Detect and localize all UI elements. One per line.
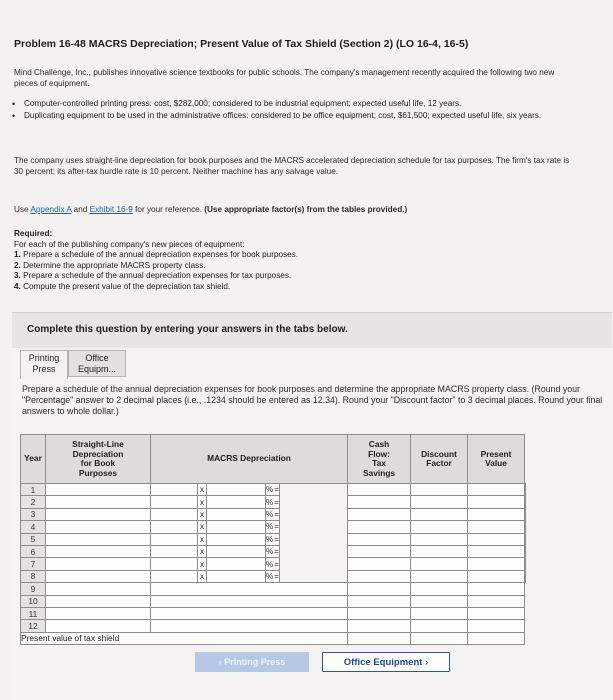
required-list — [14, 250, 298, 292]
required-item — [14, 250, 298, 261]
macrs-blank-cell — [151, 583, 348, 595]
present-value-input[interactable] — [525, 558, 526, 570]
macrs-basis-input[interactable] — [151, 533, 198, 545]
straight-line-input[interactable] — [46, 484, 151, 496]
discount-factor-input[interactable] — [468, 558, 525, 570]
reference-paragraph — [14, 205, 574, 216]
macrs-amount-input[interactable] — [348, 496, 411, 508]
answer-banner-text: Complete this question by entering your answers in the tabs below. — [27, 324, 348, 335]
cash-flow-input[interactable] — [411, 508, 468, 520]
macrs-basis-input[interactable] — [151, 508, 198, 520]
depreciation-table — [20, 434, 526, 645]
present-value-tax-shield-label: Present value of tax shield — [21, 632, 348, 644]
multiply-symbol: x — [198, 484, 207, 496]
macrs-basis-input[interactable] — [151, 558, 198, 570]
exhibit-16-9-link[interactable]: Exhibit 16-9 — [89, 205, 133, 214]
header-line: Value — [485, 458, 507, 468]
equals-symbol: = — [274, 509, 279, 519]
macrs-basis-input[interactable] — [151, 484, 198, 496]
next-tab-button[interactable] — [322, 652, 450, 672]
header-straight-line — [46, 435, 151, 484]
cash-flow-input[interactable] — [348, 620, 411, 632]
answer-banner — [12, 312, 612, 349]
equals-symbol: = — [274, 571, 279, 581]
macrs-rate-input[interactable] — [207, 484, 266, 496]
table-row — [21, 558, 526, 570]
straight-line-input[interactable] — [46, 570, 151, 582]
cash-flow-input[interactable] — [411, 558, 468, 570]
macrs-rate-input[interactable] — [207, 496, 266, 508]
table-row — [21, 521, 526, 533]
present-value-input[interactable] — [525, 570, 526, 582]
header-line: Cash — [368, 439, 390, 449]
straight-line-input[interactable] — [46, 620, 151, 632]
total-present-value-input[interactable] — [468, 632, 525, 644]
cash-flow-input[interactable] — [411, 496, 468, 508]
percent-symbol: %= — [266, 534, 279, 544]
tab-label-line: Printing — [28, 353, 60, 363]
header-discount-factor — [411, 435, 468, 484]
footer-blank-cell — [411, 632, 468, 644]
required-heading: Required: — [14, 229, 53, 238]
percent-symbol: %= — [266, 571, 279, 581]
table-row — [21, 620, 526, 632]
equals-symbol: = — [274, 497, 279, 507]
required-item-text: Determine the appropriate MACRS property class. — [20, 260, 206, 270]
present-value-input[interactable] — [468, 620, 525, 632]
table-footer-row — [21, 632, 526, 644]
present-value-input[interactable] — [525, 521, 526, 533]
discount-factor-input[interactable] — [468, 484, 525, 496]
reference-prefix: Use — [14, 205, 31, 214]
footer-blank-cell — [348, 632, 411, 644]
straight-line-input[interactable] — [46, 595, 151, 607]
table-body — [21, 484, 526, 645]
macrs-amount-input[interactable] — [348, 521, 411, 533]
cash-flow-input[interactable] — [411, 521, 468, 533]
macrs-basis-input[interactable] — [151, 496, 198, 508]
macrs-basis-input[interactable] — [151, 570, 198, 582]
header-present-value — [468, 435, 525, 484]
chevron-right-icon: › — [425, 657, 429, 668]
header-line: Factor — [426, 458, 452, 468]
cash-flow-input[interactable] — [411, 533, 468, 545]
year-cell: 7 — [21, 558, 46, 570]
macrs-rate-input[interactable] — [207, 545, 266, 557]
next-tab-label: Office Equipment — [343, 657, 423, 668]
multiply-symbol: x — [198, 496, 207, 508]
macrs-amount-input[interactable] — [348, 558, 411, 570]
required-item-text: Prepare a schedule of the annual depreciation expenses for tax purposes. — [20, 271, 292, 280]
percent-symbol: %= — [266, 547, 279, 557]
straight-line-input[interactable] — [46, 545, 151, 557]
percent-symbol: %= — [266, 485, 279, 495]
present-value-input[interactable] — [525, 484, 526, 496]
tab-label-line: Equipm... — [77, 364, 117, 374]
macrs-blank-cell — [151, 620, 348, 632]
cash-flow-input[interactable] — [348, 583, 411, 595]
multiply-symbol: x — [198, 545, 207, 557]
year-cell: 1 — [21, 484, 46, 496]
straight-line-input[interactable] — [46, 496, 151, 508]
table-row — [21, 484, 526, 496]
tab-instructions: Prepare a schedule of the annual depreciation expenses for book purposes and determine the appropriate MACRS property class. (Round your "Percentage" answer to 2 decimal places (i.e., .1234 should be entered as 12.34). Round your "Discount factor" to 3 decimal places. Round your final answers to whole dollar.) — [22, 384, 603, 416]
cash-flow-input[interactable] — [348, 607, 411, 619]
table-row — [21, 508, 526, 520]
year-cell: 9 — [21, 583, 46, 595]
required-lead: For each of the publishing company's new pieces of equipment: — [14, 239, 245, 249]
reference-and: and — [71, 205, 90, 214]
tab-printing-press[interactable] — [20, 350, 68, 379]
macrs-rate-input[interactable] — [207, 558, 266, 570]
header-line: Straight-Line — [72, 439, 124, 449]
present-value-input[interactable] — [468, 607, 525, 619]
header-line: Present — [480, 448, 512, 459]
table-row — [21, 595, 526, 607]
macrs-rate-input[interactable] — [207, 533, 266, 545]
straight-line-input[interactable] — [46, 533, 151, 545]
equipment-item-text: Computer-controlled printing press: cost, $282,000; considered to be industrial equipment; expected useful life, 12 years. — [24, 99, 462, 108]
table-row — [21, 583, 526, 595]
equals-symbol: = — [274, 534, 279, 544]
year-cell: 4 — [21, 521, 46, 533]
tab-label-line: Press — [32, 364, 56, 374]
year-cell: 5 — [21, 533, 46, 545]
header-line: Savings — [362, 467, 396, 478]
percent-symbol: %= — [266, 559, 279, 569]
present-value-input[interactable] — [468, 595, 525, 607]
policy-paragraph: The company uses straight-line depreciation for book purposes and the MACRS accelerated depreciation schedule for tax purposes. The firm's tax rate is 30 percent; its after-tax hurdle rate is 10 percent. Neither machine has any salvage value. — [14, 156, 570, 176]
discount-factor-input[interactable] — [468, 545, 525, 557]
tab-label-line: Office — [85, 353, 109, 363]
table-row — [21, 545, 526, 557]
chevron-left-icon: ‹ — [218, 657, 222, 667]
table-row — [21, 533, 526, 545]
equipment-item-text: Duplicating equipment to be used in the administrative offices: considered to be office equipment; cost, $61,500; expected useful life, six years. — [24, 110, 542, 120]
macrs-blank-cell — [151, 607, 348, 619]
equipment-item-duplicating — [10, 111, 570, 122]
cash-flow-input[interactable] — [411, 484, 468, 496]
discount-factor-input[interactable] — [411, 607, 468, 619]
required-item-number: 2. — [14, 260, 21, 270]
cash-flow-input[interactable] — [411, 545, 468, 557]
macrs-amount-input[interactable] — [348, 508, 411, 520]
present-value-input[interactable] — [468, 583, 525, 595]
year-cell: 2 — [21, 496, 46, 508]
reference-middle: for your reference. — [132, 205, 205, 214]
macrs-rate-input[interactable] — [207, 570, 266, 582]
multiply-symbol: x — [198, 570, 207, 582]
straight-line-input[interactable] — [46, 607, 151, 619]
discount-factor-input[interactable] — [468, 570, 525, 582]
multiply-symbol: x — [198, 558, 207, 570]
discount-factor-input[interactable] — [468, 533, 525, 545]
macrs-amount-input[interactable] — [348, 533, 411, 545]
required-item — [14, 282, 298, 293]
macrs-amount-input[interactable] — [348, 570, 411, 582]
discount-factor-input[interactable] — [468, 496, 525, 508]
straight-line-input[interactable] — [46, 583, 151, 595]
macrs-rate-input[interactable] — [207, 521, 266, 533]
macrs-amount-input[interactable] — [348, 484, 411, 496]
cash-flow-input[interactable] — [348, 595, 411, 607]
percent-symbol: %= — [266, 522, 279, 532]
discount-factor-input[interactable] — [468, 508, 525, 520]
table-row — [21, 607, 526, 619]
header-line: Depreciation — [72, 448, 124, 459]
multiply-symbol: x — [198, 508, 207, 520]
appendix-a-link[interactable]: Appendix A — [30, 205, 72, 214]
header-line: for Book — [80, 458, 116, 468]
present-value-input[interactable] — [525, 496, 526, 508]
equals-symbol: = — [274, 522, 279, 532]
percent-symbol: %= — [266, 509, 279, 519]
header-line: Discount — [421, 448, 457, 459]
year-cell: 6 — [21, 545, 46, 557]
tab-office-equipment[interactable] — [68, 350, 126, 377]
macrs-basis-input[interactable] — [151, 521, 198, 533]
macrs-amount-input[interactable] — [348, 545, 411, 557]
year-cell: 3 — [21, 508, 46, 520]
equals-symbol: = — [274, 485, 279, 495]
header-line: Flow: — [368, 448, 390, 459]
required-section — [14, 229, 298, 292]
equipment-item-printing-press — [10, 99, 570, 110]
required-item — [14, 261, 298, 272]
macrs-blank-cell — [151, 595, 348, 607]
table-row — [21, 570, 526, 582]
year-cell: 11 — [21, 607, 46, 619]
prev-tab-button[interactable] — [195, 652, 309, 672]
discount-factor-input[interactable] — [411, 595, 468, 607]
present-value-input[interactable] — [525, 545, 526, 557]
multiply-symbol: x — [198, 521, 207, 533]
header-line: Tax — [372, 458, 386, 468]
equals-symbol: = — [274, 547, 279, 557]
straight-line-input[interactable] — [46, 521, 151, 533]
header-year: Year — [21, 435, 46, 484]
problem-title: Problem 16-48 MACRS Depreciation; Present Value of Tax Shield (Section 2) (LO 16-4, 16-5) — [14, 38, 469, 50]
equipment-list — [10, 99, 570, 122]
required-item-text: Prepare a schedule of the annual depreciation expenses for book purposes. — [20, 250, 299, 259]
discount-factor-input[interactable] — [468, 521, 525, 533]
macrs-rate-input[interactable] — [207, 508, 266, 520]
required-item-text: Compute the present value of the depreciation tax shield. — [20, 281, 231, 291]
equals-symbol: = — [274, 559, 279, 569]
required-item-number: 3. — [14, 271, 21, 280]
macrs-basis-input[interactable] — [151, 545, 198, 557]
cash-flow-input[interactable] — [411, 570, 468, 582]
required-item-number: 1. — [14, 250, 21, 259]
header-cash-flow — [348, 435, 411, 484]
bullet-icon: • — [12, 110, 16, 121]
discount-factor-input[interactable] — [411, 583, 468, 595]
header-line: Purposes — [78, 467, 118, 478]
present-value-input[interactable] — [525, 533, 526, 545]
multiply-symbol: x — [198, 533, 207, 545]
year-cell: 8 — [21, 570, 46, 582]
present-value-input[interactable] — [525, 508, 526, 520]
prev-tab-label: Printing Press — [224, 657, 286, 667]
percent-symbol: %= — [266, 497, 279, 507]
year-cell: 12 — [21, 620, 46, 632]
straight-line-input[interactable] — [46, 558, 151, 570]
reference-bold-note: (Use appropriate factor(s) from the tables provided.) — [204, 205, 408, 214]
table-row — [21, 496, 526, 508]
straight-line-input[interactable] — [46, 508, 151, 520]
year-cell: 10 — [21, 595, 46, 607]
required-item — [14, 271, 298, 282]
intro-paragraph: Mind Challenge, Inc., publishes innovative science textbooks for public schools. The company's management recently acquired the following two new pieces of equipment. — [14, 68, 555, 88]
required-item-number: 4. — [14, 281, 21, 291]
header-macrs: MACRS Depreciation — [151, 435, 348, 484]
discount-factor-input[interactable] — [411, 620, 468, 632]
table-header-row — [21, 435, 526, 484]
bullet-icon: • — [12, 99, 16, 109]
